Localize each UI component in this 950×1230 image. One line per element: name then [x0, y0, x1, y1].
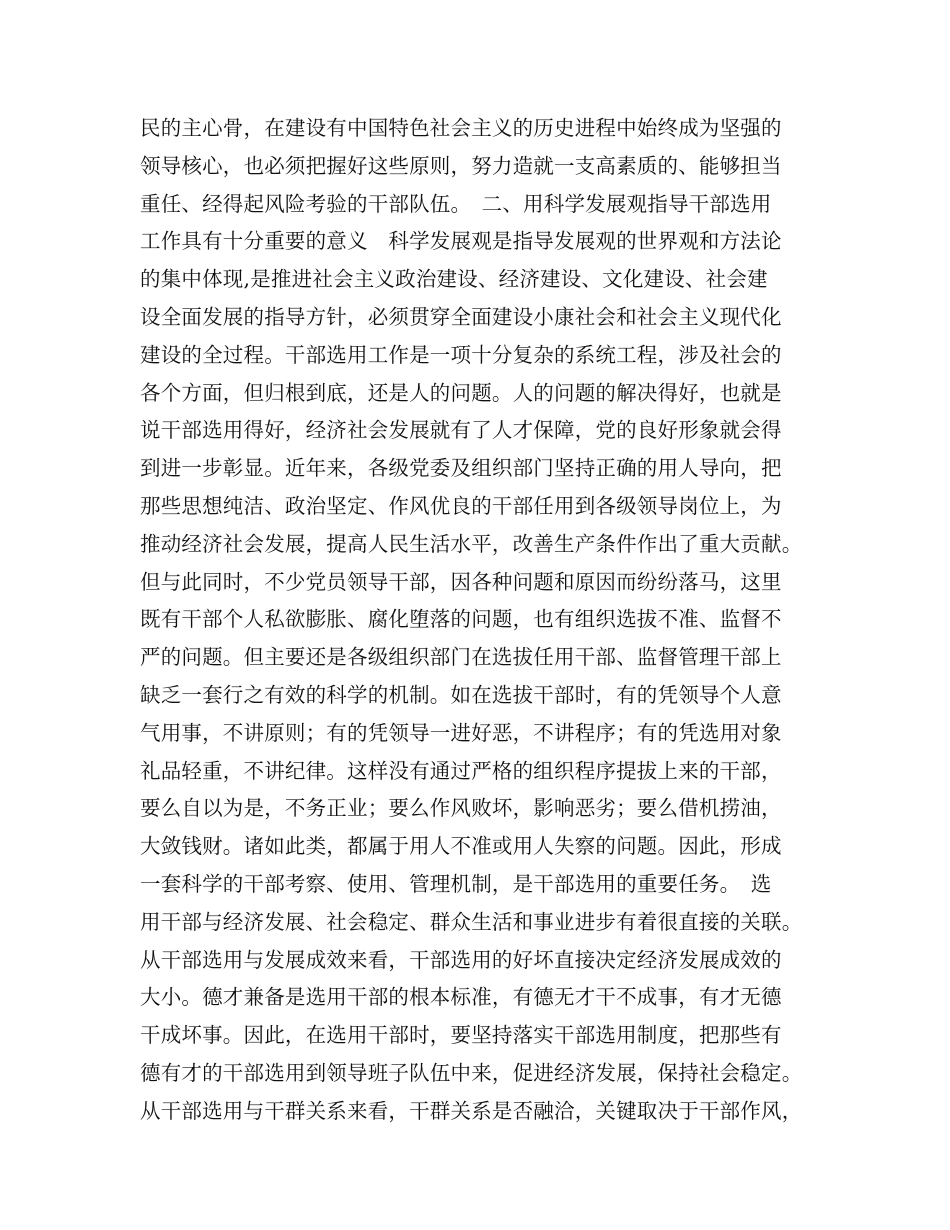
text-line: 的集中体现,是推进社会主义政治建设、经济建设、文化建设、社会建 [140, 267, 768, 292]
text-line: 一套科学的干部考察、使用、管理机制，是干部选用的重要任务。 选 [140, 871, 772, 896]
text-line: 推动经济社会发展，提高人民生活水平，改善生产条件作出了重大贡献。 [140, 531, 803, 556]
text-line: 设全面发展的指导方针，必须贯穿全面建设小康社会和社会主义现代化 [140, 304, 782, 329]
text-line: 大小。德才兼备是选用干部的根本标准，有德无才干不成事，有才无德 [140, 985, 782, 1010]
text-line: 民的主心骨，在建设有中国特色社会主义的历史进程中始终成为坚强的 [140, 116, 782, 140]
text-line: 要么自以为是，不务正业；要么作风败坏，影响恶劣；要么借机捞油， [140, 796, 782, 821]
text-line: 严的问题。但主要还是各级组织部门在选拔任用干部、监督管理干部上 [140, 645, 782, 670]
text-line: 但与此同时，不少党员领导干部，因各种问题和原因而纷纷落马，这里 [140, 569, 782, 594]
text-line: 说干部选用得好，经济社会发展就有了人才保障，党的良好形象就会得 [140, 418, 782, 443]
text-line: 缺乏一套行之有效的科学的机制。如在选拔干部时，有的凭领导个人意 [140, 682, 782, 707]
text-line: 大敛钱财。诸如此类，都属于用人不准或用人失察的问题。因此，形成 [140, 834, 782, 859]
text-line: 领导核心，也必须把握好这些原则，努力造就一支高素质的、能够担当 [140, 153, 782, 178]
text-line: 气用事，不讲原则；有的凭领导一进好恶，不讲程序；有的凭选用对象 [140, 720, 782, 745]
text-line: 从干部选用与发展成效来看，干部选用的好坏直接决定经济发展成效的 [140, 947, 782, 972]
text-line: 到进一步彰显。近年来，各级党委及组织部门坚持正确的用人导向，把 [140, 456, 782, 481]
text-line: 既有干部个人私欲膨胀、腐化堕落的问题，也有组织选拔不准、监督不 [140, 607, 782, 632]
text-line: 各个方面，但归根到底，还是人的问题。人的问题的解决得好，也就是 [140, 380, 782, 405]
text-line: 重任、经得起风险考验的干部队伍。 二、用科学发展观指导干部选用 [140, 191, 772, 216]
text-line: 德有才的干部选用到领导班子队伍中来，促进经济发展，保持社会稳定。 [140, 1060, 803, 1085]
text-line: 干成坏事。因此，在选用干部时，要坚持落实干部选用制度，把那些有 [140, 1023, 782, 1048]
text-line: 礼品轻重，不讲纪律。这样没有通过严格的组织程序提拔上来的干部， [140, 758, 782, 783]
text-line: 工作具有十分重要的意义 科学发展观是指导发展观的世界观和方法论 [140, 229, 782, 254]
body-text [140, 110, 830, 1131]
text-line: 用干部与经济发展、社会稳定、群众生活和事业进步有着很直接的关联。 [140, 909, 803, 934]
text-line: 那些思想纯洁、政治坚定、作风优良的干部任用到各级领导岗位上，为 [140, 493, 782, 518]
text-line: 从干部选用与干群关系来看，干群关系是否融洽，关键取决于干部作风， [140, 1098, 803, 1123]
text-line: 建设的全过程。干部选用工作是一项十分复杂的系统工程，涉及社会的 [140, 342, 782, 367]
